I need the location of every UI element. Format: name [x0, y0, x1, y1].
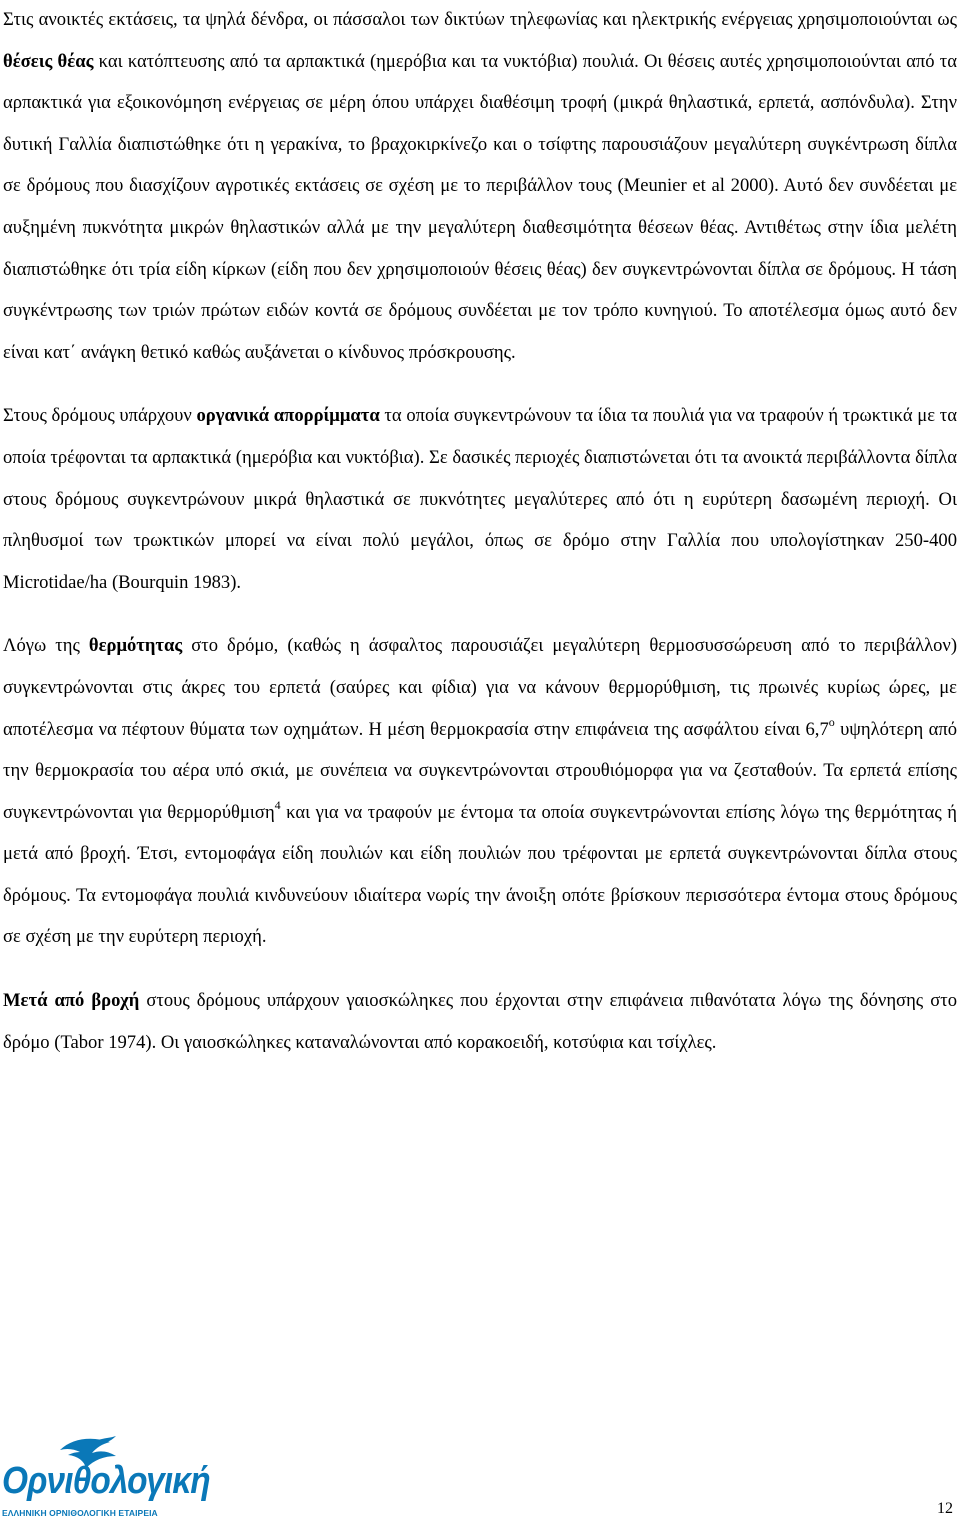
superscript: ο: [828, 714, 835, 729]
text-run: Στους δρόμους υπάρχουν: [3, 405, 197, 427]
logo-wordmark: Ορνιθολογική: [2, 1460, 210, 1502]
text-run: τα οποία συγκεντρώνουν τα ίδια τα πουλιά για να τραφούν ή τρωκτικά με τα οποία τρέφονται τα αρπακτικά (ημερόβια και νυκτόβια). Σε δασικές περιοχές διαπιστώνεται ότι τα ανοικτά περιβάλλοντα δίπλα στους δρόμους συγκεντρώνουν μικρά θηλαστικά σε πυκνότητες μεγαλύτερες από ότι η ευρύτερη δασωμένη περιοχή. Οι πληθυσμοί των τρωκτικών μπορεί να είναι πολύ μεγάλοι, όπως σε δρόμο στην Γαλλία που υπολογίστηκαν 250-400 Microtidae/ha (Bourquin 1983).: [3, 405, 957, 593]
paragraph-4: [3, 980, 957, 1063]
page-number: 12: [937, 1500, 953, 1517]
text-run: Λόγω της: [3, 635, 89, 657]
emphasis-term: θερμότητας: [88, 635, 183, 657]
text-run: υψηλότερη από την θερμοκρασία του αέρα υπό σκιά, με συνέπεια να συγκεντρώνονται στρουθιόμορφα για να ζεσταθούν. Τα ερπετά επίσης συγκεντρώνονται για θερμορύθμιση: [3, 718, 957, 823]
body-text: [3, 0, 957, 1085]
paragraph-2: [3, 395, 957, 603]
emphasis-term: θέσεις θέας: [3, 50, 94, 72]
superscript: 4: [274, 797, 281, 812]
paragraph-3: [3, 625, 957, 958]
text-run: στους δρόμους υπάρχουν γαιοσκώληκες που έρχονται στην επιφάνεια πιθανότατα λόγω της δόνησης στο δρόμο (Tabor 1974). Οι γαιοσκώληκες καταναλώνονται από κορακοειδή, κοτσύφια και τσίχλες.: [3, 990, 957, 1053]
paragraph-1: [3, 0, 957, 373]
text-run: στο δρόμο, (καθώς η άσφαλτος παρουσιάζει μεγαλύτερη θερμοσυσσώρευση από το περιβάλλον) συγκεντρώνονται στις άκρες του ερπετά (σαύρες και φίδια) για να κάνουν θερμορύθμιση, τις πρωινές κυρίως ώρες, με αποτέλεσμα να πέφτουν θύματα των οχημάτων. Η μέση θερμοκρασία στην επιφάνεια της ασφάλτου είναι 6,7: [3, 635, 958, 740]
text-run: και για να τραφούν με έντομα τα οποία συγκεντρώνονται επίσης λόγω της θερμότητας ή μετά από βροχή. Έτσι, εντομοφάγα είδη πουλιών και είδη πουλιών που τρέφονται με ερπετά συγκεντρώνονται δίπλα στους δρόμους. Τα εντομοφάγα πουλιά κινδυνεύουν ιδιαίτερα νωρίς την άνοιξη οπότε βρίσκουν περισσότερα έντομα στους δρόμους σε σχέση με την ευρύτερη περιοχή.: [3, 801, 957, 948]
emphasis-term: Μετά από βροχή: [3, 990, 140, 1012]
text-run: και κατόπτευσης από τα αρπακτικά (ημερόβια και τα νυκτόβια) πουλιά. Οι θέσεις αυτές χρησιμοποιούνται από τα αρπακτικά για εξοικονόμηση ενέργειας σε μέρη όπου υπάρχει διαθέσιμη τροφή (μικρά θηλαστικά, ερπετά, ασπόνδυλα). Στην δυτική Γαλλία διαπιστώθηκε ότι η γερακίνα, το βραχοκιρκίνεζο και ο τσίφτης παρουσιάζουν μεγαλύτερη συγκέντρωση δίπλα σε δρόμους που διασχίζουν αγροτικές εκτάσεις σε σχέση με το περιβάλλον τους (Meunier et al 2000). Αυτό δεν συνδέεται με αυξημένη πυκνότητα μικρών θηλαστικών αλλά με την μεγαλύτερη διαθεσιμότητα θέσεων θέας. Αντιθέτως στην ίδια μελέτη διαπιστώθηκε ότι τρία είδη κίρκων (είδη που δεν χρησιμοποιούν θέσεις θέας) δεν συγκεντρώνονται δίπλα σε δρόμους. Η τάση συγκέντρωσης των τριών πρώτων ειδών κοντά σε δρόμους συνδέεται με τον τρόπο κυνηγιού. Το αποτέλεσμα όμως αυτό δεν είναι κατ΄ ανάγκη θετικό καθώς αυξάνεται ο κίνδυνος πρόσκρουσης.: [3, 50, 957, 363]
organization-logo: [0, 1436, 210, 1522]
text-run: Στις ανοικτές εκτάσεις, τα ψηλά δένδρα, οι πάσσαλοι των δικτύων τηλεφωνίας και ηλεκτρικής ενέργειας χρησιμοποιούνται ως: [3, 9, 957, 30]
emphasis-term: οργανικά απορρίμματα: [196, 405, 380, 427]
logo-subtitle: ΕΛΛΗΝΙΚΗ ΟΡΝΙΘΟΛΟΓΙΚΗ ΕΤΑΙΡΕΙΑ: [2, 1508, 158, 1518]
